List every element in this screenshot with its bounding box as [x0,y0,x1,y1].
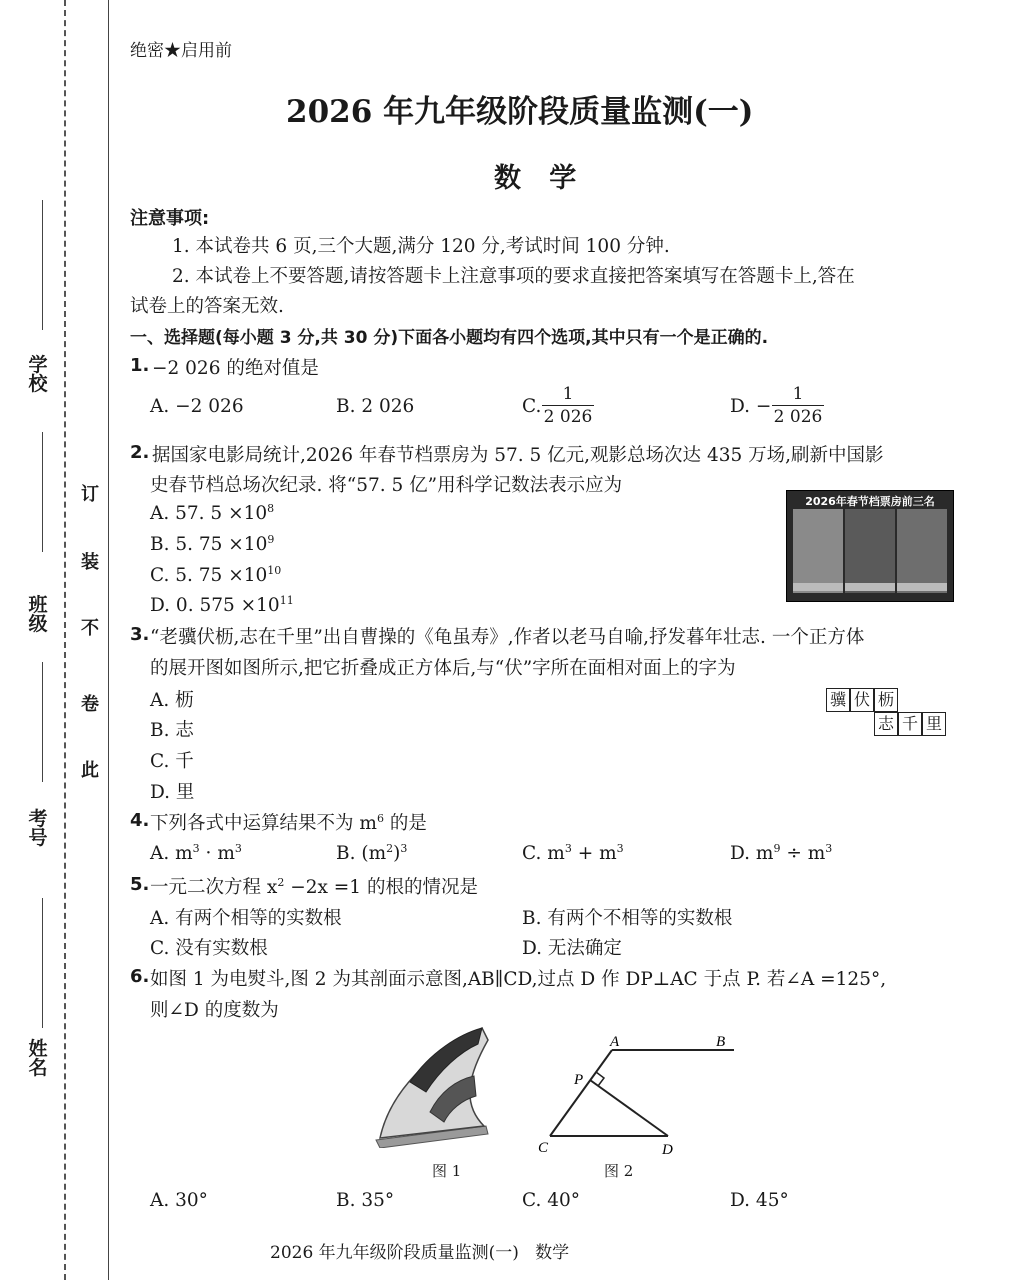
page-title: 2026 年九年级阶段质量监测(一) [286,94,754,130]
point-label-d: D [662,1142,673,1158]
seal-char: 不 [81,618,99,639]
option-a: A. 有两个相等的实数根 [150,908,342,929]
denominator: 2 026 [543,407,593,427]
right-angle-mark [596,1072,604,1086]
question-stem: “老骥伏枥,志在千里”出自曹操的《龟虽寿》,作者以老马自喻,抒发暮年壮志. 一个正方体 [150,627,865,648]
class-rule [42,432,43,552]
name-label: 姓名 [28,1038,48,1079]
option-c: C. 5. $75 \times 10^{10}$ [150,564,282,587]
question-number: 5. [130,874,150,895]
option-c: C. 千 [150,751,194,772]
name-rule [42,898,43,1028]
movie-poster [793,509,843,593]
exam-number-rule [42,662,43,782]
segment-dp [590,1080,668,1136]
option-d-prefix: D. − [730,396,772,417]
option-b: B. 志 [150,720,194,741]
cube-net-cell: 骥 [826,688,850,712]
option-b: B. 5. $75 \times 10^9$ [150,533,275,556]
figure-caption-2: 图 2 [604,1162,634,1180]
notice-item-1: 1. 本试卷共 6 页,三个大题,满分 120 分,考试时间 100 分钟. [172,236,670,257]
question-number: 1. [130,355,150,376]
point-label-c: C [538,1140,549,1156]
secret-label: 绝密★启用前 [130,41,232,61]
question-stem-cont: 的展开图如图所示,把它折叠成正方体后,与“伏”字所在面相对面上的字为 [150,658,736,679]
question-stem: 如图 1 为电熨斗,图 2 为其剖面示意图,AB∥CD,过点 D 作 DP⊥AC 于点 P. 若∠A =125°, [150,969,887,990]
section-heading: 一、选择题(每小题 3 分,共 30 分)下面各小题均有四个选项,其中只有一个是正确的. [130,328,769,348]
point-label-a: A [610,1034,620,1050]
page-footer: 2026 年九年级阶段质量监测(一) 数学 [270,1243,570,1263]
option-c: C. 没有实数根 [150,938,268,959]
subject-title: 数 学 [494,163,577,194]
numerator: 1 [562,384,574,404]
iron-figure [370,1022,492,1148]
cube-net-cell: 志 [874,712,898,736]
question-stem-cont: 则∠D 的度数为 [150,1000,279,1021]
cube-net-cell: 伏 [850,688,874,712]
question-number: 2. [130,442,150,463]
cube-net-cell: 枥 [874,688,898,712]
question-number: 3. [130,624,150,645]
question-stem: 据国家电影局统计,2026 年春节档票房为 57. 5 亿元,观影总场次达 435 万场,刷新中国影 [152,445,884,466]
exam-number-label: 考号 [28,808,48,849]
binding-dashed-line [64,0,66,1280]
option-a: A. 30° [150,1190,208,1211]
option-d: D. 45° [730,1190,789,1211]
school-label: 学校 [28,354,48,395]
option-a: A. 枥 [150,690,194,711]
geometry-figure [534,1030,744,1158]
option-d: D. 无法确定 [522,938,622,959]
seal-char: 装 [81,552,99,573]
fraction [772,384,824,427]
point-label-p: P [574,1072,584,1088]
question-stem-cont: 史春节档总场次纪录. 将“57. 5 亿”用科学记数法表示应为 [150,475,623,496]
option-a: A. −2 026 [150,396,244,417]
option-b: B. 有两个不相等的实数根 [522,908,733,929]
fraction [542,384,594,427]
notice-item-2-cont: 试卷上的答案无效. [130,296,284,317]
fraction-bar [542,405,594,406]
question-number: 6. [130,966,150,987]
option-c: C. $m^3 + m^3$ [522,842,624,865]
option-d: D. $m^9 \div m^3$ [730,842,833,865]
option-b: B. 35° [336,1190,395,1211]
school-rule [42,200,43,330]
fraction-bar [772,405,824,406]
point-label-b: B [716,1034,726,1050]
option-d: D. 0. $575 \times 10^{11}$ [150,594,294,617]
binding-solid-line [108,0,109,1280]
seal-char: 此 [81,760,99,781]
seal-char: 卷 [81,694,99,715]
box-office-photo [786,490,954,602]
figure-caption-1: 图 1 [432,1162,462,1180]
option-c-prefix: C. [522,396,542,417]
denominator: 2 026 [773,407,823,427]
seal-char: 订 [81,484,99,505]
notice-item-2: 2. 本试卷上不要答题,请按答题卡上注意事项的要求直接把答案填写在答题卡上,答在 [172,266,855,287]
question-stem: 一元二次方程 $x^2 -2x =1$ 的根的情况是 [150,875,478,898]
option-b: B. 2 026 [336,396,415,417]
segment-ac [550,1050,612,1136]
cube-net-cell: 千 [898,712,922,736]
photo-title: 2026年春节档票房前三名 [805,495,935,508]
question-stem: 下列各式中运算结果不为 $m^6$ 的是 [150,811,427,834]
notice-title: 注意事项: [130,208,210,229]
class-label: 班级 [28,594,48,635]
option-a: A. $m^3 \cdot m^3$ [150,842,242,865]
cube-net-cell: 里 [922,712,946,736]
movie-poster [897,509,947,593]
option-a: A. 57. $5 \times 10^8$ [150,502,275,525]
option-d: D. 里 [150,782,195,803]
question-stem: −2 026 的绝对值是 [152,358,319,379]
option-b: B. $(m^2)^3$ [336,842,408,865]
numerator: 1 [792,384,804,404]
option-c: C. 40° [522,1190,581,1211]
question-number: 4. [130,810,150,831]
movie-poster [845,509,895,593]
